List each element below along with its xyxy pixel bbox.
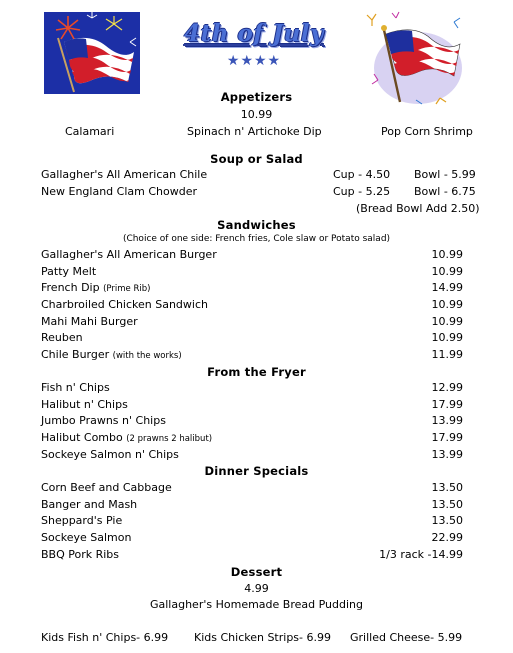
menu-item bbox=[41, 531, 463, 546]
menu-item-price: 13.50 bbox=[431, 498, 463, 511]
menu-item-price: 13.99 bbox=[431, 414, 463, 427]
appetizer-item: Pop Corn Shrimp bbox=[381, 125, 473, 138]
menu-item bbox=[41, 298, 463, 313]
menu-item-name: Sockeye Salmon n' Chips bbox=[41, 448, 179, 461]
menu-item-price: 10.99 bbox=[431, 248, 463, 261]
menu-item-name: Corn Beef and Cabbage bbox=[41, 481, 172, 494]
menu-item-name: Gallagher's All American Burger bbox=[41, 248, 217, 261]
menu-item bbox=[41, 514, 463, 529]
menu-item-name: Sheppard's Pie bbox=[41, 514, 123, 527]
menu-item-name: Reuben bbox=[41, 331, 83, 344]
fireworks-flag-clipart bbox=[44, 12, 140, 94]
menu-item-name: Jumbo Prawns n' Chips bbox=[41, 414, 166, 427]
menu-item bbox=[41, 431, 463, 446]
menu-item-name: Mahi Mahi Burger bbox=[41, 315, 138, 328]
bowl-price: Bowl - 5.99 bbox=[414, 168, 476, 181]
menu-item-name: Gallagher's All American Chile bbox=[41, 168, 208, 181]
menu-item-name: French Dip bbox=[41, 281, 100, 294]
menu-item-price: 11.99 bbox=[431, 348, 463, 361]
dessert-price: 4.99 bbox=[244, 582, 269, 595]
appetizers-price: 10.99 bbox=[240, 108, 273, 121]
page-title: 4th of July bbox=[184, 20, 324, 47]
menu-item bbox=[41, 281, 463, 296]
fryer-heading: From the Fryer bbox=[207, 365, 306, 379]
menu-item bbox=[41, 331, 463, 346]
menu-item bbox=[41, 498, 463, 513]
menu-item-name: Patty Melt bbox=[41, 265, 97, 278]
menu-item-name: New England Clam Chowder bbox=[41, 185, 197, 198]
menu-item-price: 1/3 rack -14.99 bbox=[379, 548, 463, 561]
menu-item-price: 10.99 bbox=[431, 265, 463, 278]
menu-item-detail: (2 prawns 2 halibut) bbox=[126, 434, 213, 444]
dessert-heading: Dessert bbox=[230, 565, 283, 579]
menu-item-price: 10.99 bbox=[431, 315, 463, 328]
menu-item-name: Fish n' Chips bbox=[41, 381, 110, 394]
kids-menu-item: Kids Chicken Strips- 6.99 bbox=[194, 631, 331, 644]
menu-item-price: 17.99 bbox=[431, 398, 463, 411]
kids-menu-item: Grilled Cheese- 5.99 bbox=[350, 631, 463, 644]
menu-item bbox=[41, 448, 463, 463]
menu-item bbox=[41, 348, 463, 363]
menu-item-price: 14.99 bbox=[431, 281, 463, 294]
rating-stars: ★★★★ bbox=[226, 53, 282, 69]
appetizer-item: Calamari bbox=[65, 125, 115, 138]
sandwiches-heading: Sandwiches bbox=[217, 218, 296, 232]
menu-item-price: 22.99 bbox=[431, 531, 463, 544]
menu-item-name: BBQ Pork Ribs bbox=[41, 548, 120, 561]
menu-item bbox=[41, 398, 463, 413]
bowl-price: Bowl - 6.75 bbox=[414, 185, 476, 198]
menu-item-name: Chile Burger bbox=[41, 348, 110, 361]
menu-item-price: 13.50 bbox=[431, 514, 463, 527]
sandwiches-side-note: (Choice of one side: French fries, Cole slaw or Potato salad) bbox=[122, 234, 391, 244]
menu-item-name: Halibut n' Chips bbox=[41, 398, 128, 411]
menu-item-name: Banger and Mash bbox=[41, 498, 138, 511]
menu-item-price: 17.99 bbox=[431, 431, 463, 444]
soup-salad-heading: Soup or Salad bbox=[210, 152, 303, 166]
menu-item bbox=[41, 481, 463, 496]
menu-item-name: Charbroiled Chicken Sandwich bbox=[41, 298, 208, 311]
bread-bowl-note: (Bread Bowl Add 2.50) bbox=[356, 202, 480, 215]
menu-item bbox=[41, 548, 463, 563]
menu-item bbox=[41, 381, 463, 396]
menu-item bbox=[41, 265, 463, 280]
menu-item bbox=[41, 248, 463, 263]
kids-menu-item: Kids Fish n' Chips- 6.99 bbox=[41, 631, 169, 644]
menu-item-name: Sockeye Salmon bbox=[41, 531, 132, 544]
dessert-item: Gallagher's Homemade Bread Pudding bbox=[149, 598, 363, 611]
appetizer-item: Spinach n' Artichoke Dip bbox=[187, 125, 322, 138]
dinner-specials-heading: Dinner Specials bbox=[204, 464, 309, 478]
title-logo bbox=[176, 20, 332, 76]
menu-item-detail: (with the works) bbox=[112, 351, 182, 361]
cup-price: Cup - 5.25 bbox=[333, 185, 391, 198]
menu-item-price: 10.99 bbox=[431, 331, 463, 344]
menu-item-price: 13.50 bbox=[431, 481, 463, 494]
menu-item-price: 12.99 bbox=[431, 381, 463, 394]
menu-item-price: 10.99 bbox=[431, 298, 463, 311]
appetizers-heading: Appetizers bbox=[220, 90, 293, 104]
menu-item bbox=[41, 315, 463, 330]
menu-item-name: Halibut Combo bbox=[41, 431, 123, 444]
menu-item-price: 13.99 bbox=[431, 448, 463, 461]
menu-item-detail: (Prime Rib) bbox=[103, 284, 151, 294]
menu-item bbox=[41, 414, 463, 429]
cup-price: Cup - 4.50 bbox=[333, 168, 391, 181]
